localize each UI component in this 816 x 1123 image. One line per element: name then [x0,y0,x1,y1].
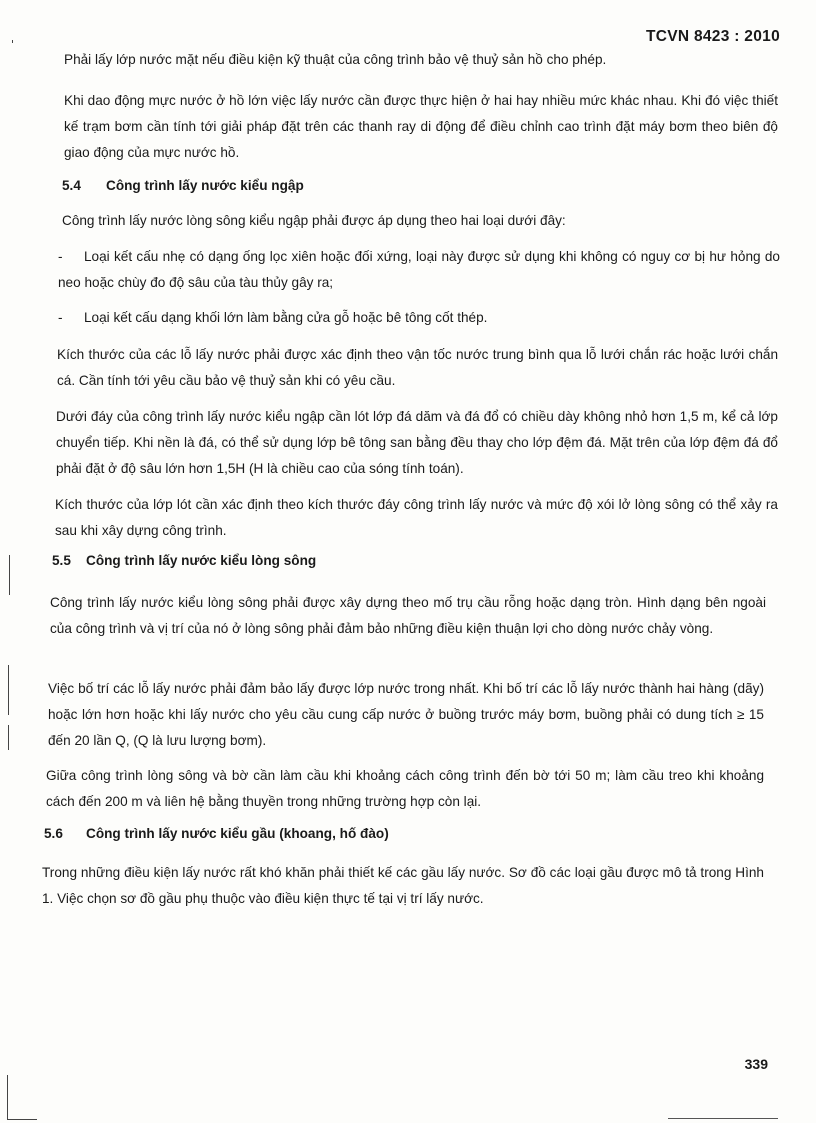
scan-mark [7,1075,8,1120]
paragraph-intake-openings: Kích thước của các lỗ lấy nước phải được xác định theo vận tốc nước trung bình qua lỗ lưới chắn rác hoặc lưới chắn cá. Cần tính tới yêu cầu bảo vệ thuỷ sản khi có yêu cầu. [57,347,778,388]
heading-5-6 [44,826,389,841]
paragraph-bridge-access: Giữa công trình lòng sông và bờ cần làm cầu khi khoảng cách công trình đến bờ tới 50 m; làm cầu treo khi khoảng cách đến 200 m và liên hệ bằng thuyền trong những trường hợp còn lại. [46,768,764,809]
heading-5-5 [52,553,316,568]
page-number: 339 [744,1056,768,1072]
heading-number: 5.4 [62,178,81,193]
paragraph-surface-water: Phải lấy lớp nước mặt nếu điều kiện kỹ thuật của công trình bảo vệ thuỷ sản hồ cho phép. [64,52,607,67]
scan-mark [7,1119,37,1120]
standard-code: TCVN 8423 : 2010 [645,28,780,45]
scan-mark [9,555,10,595]
paragraph-water-level-fluctuation: Khi dao động mực nước ở hồ lớn việc lấy nước cần được thực hiện ở hai hay nhiều mức khác nhau. Khi đó việc thiết kế trạm bơm cần tính tới giải pháp đặt trên các thanh ray di động để điều chỉnh cao trình đặt máy bơm theo biên độ giao động của mực nước hồ. [64,93,778,160]
scan-mark [8,665,9,715]
bullet-dash: - [58,310,63,325]
bullet-item-massive-structure [58,305,780,331]
scan-mark [8,725,9,750]
paragraph-opening-layout: Việc bố trí các lỗ lấy nước phải đảm bảo lấy được lớp nước trong nhất. Khi bố trí các lỗ lấy nước thành hai hàng (dãy) hoặc lớn hơn hoặc khi lấy nước cho yêu cầu cung cấp nước ở buồng trước máy bơm, buồng phải có dung tích ≥ 15 đến 20 lần Q, (Q là lưu lượng bơm). [48,681,764,748]
heading-title: Công trình lấy nước kiểu ngập [106,178,304,193]
heading-number: 5.5 [52,553,71,568]
bullet-text: Loại kết cấu dạng khối lớn làm bằng cửa gỗ hoặc bê tông cốt thép. [84,310,488,325]
bullet-item-light-structure [58,244,780,296]
heading-title: Công trình lấy nước kiểu gầu (khoang, hố đào) [86,826,389,841]
scan-mark [12,40,13,43]
paragraph-bucket-intake: Trong những điều kiện lấy nước rất khó khăn phải thiết kế các gầu lấy nước. Sơ đồ các loại gầu được mô tả trong Hình 1. Việc chọn sơ đồ gầu phụ thuộc vào điều kiện thực tế tại vị trí lấy nước. [42,865,764,906]
bullet-dash: - [58,249,63,264]
paragraph-riverbed-structure: Công trình lấy nước kiểu lòng sông phải được xây dựng theo mố trụ cầu rỗng hoặc dạng tròn. Hình dạng bên ngoài của công trình và vị trí của nó ở lòng sông phải đảm bảo những điều kiện thuận lợi cho dòng nước chảy vòng. [50,595,766,636]
paragraph-lining-size: Kích thước của lớp lót cần xác định theo kích thước đáy công trình lấy nước và mức độ xói lở lòng sông có thể xảy ra sau khi xây dựng công trình. [55,497,778,538]
heading-title: Công trình lấy nước kiểu lòng sông [86,553,317,568]
heading-5-4 [62,178,304,193]
scan-mark [668,1118,778,1119]
paragraph-submerged-intro: Công trình lấy nước lòng sông kiểu ngập phải được áp dụng theo hai loại dưới đây: [62,213,566,228]
heading-number: 5.6 [44,826,63,841]
paragraph-bottom-lining: Dưới đáy của công trình lấy nước kiểu ngập cần lót lớp đá dăm và đá đổ có chiều dày không nhỏ hơn 1,5 m, kể cả lớp chuyển tiếp. Khi nền là đá, có thể sử dụng lớp bê tông san bằng đều thay cho lớp đệm đá. Mặt trên của lớp đệm đá đổ phải đặt ở độ sâu lớn hơn 1,5H (H là chiều cao của sóng tính toán). [56,409,778,476]
bullet-text: Loại kết cấu nhẹ có dạng ống lọc xiên hoặc đối xứng, loại này được sử dụng khi không có nguy cơ bị hư hỏng do neo hoặc chùy đo độ sâu của tàu thủy gây ra; [58,249,780,290]
